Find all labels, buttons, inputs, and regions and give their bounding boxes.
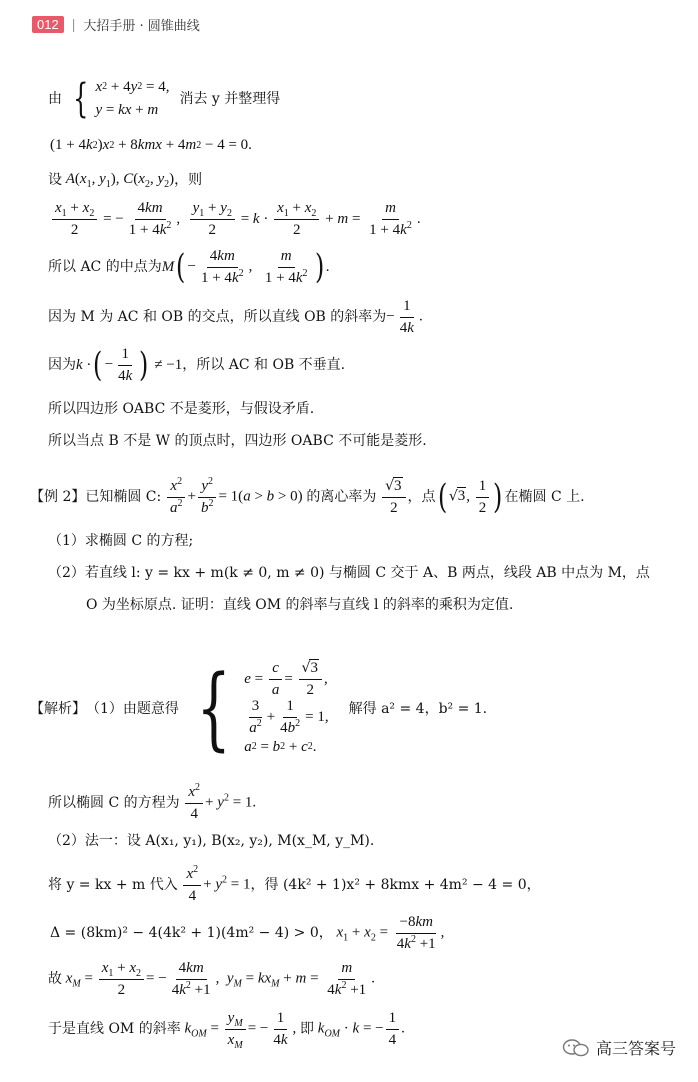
therefore-label: 故 [48,971,62,987]
book-title: 大招手册 · 圆锥曲线 [83,18,200,34]
namely-label: 即 [300,1021,315,1037]
ellipse-equation-line: 所以椭圆 C 的方程为 $\frac{x^2}{4}$ + $y^2 = 1$. [48,782,257,822]
then-label: ，则 [174,171,203,188]
question-1: （1）求椭圆 C 的方程; [48,533,194,549]
midpoint-prefix: 所以 AC 的中点为 [48,259,162,275]
slope-om-line: 于是直线 OM 的斜率 $k_{OM}$ = $\frac{y_M}{x_M}$ = − $\frac{1}{4k}$ , 即 $k_{OM} \cdot k$ = − $\frac{1}{4}$ . [48,1010,405,1051]
example-2-ecc: 的离心率为 [306,489,377,505]
quadratic-line: (1 + 4 k 2 ) x 2 + 8 kmx + 4 m 2 − 4 = 0. [50,137,252,153]
example-2-on: 在椭圆 C 上. [504,489,585,505]
midpoint-line: 所以 AC 的中点为 M ( − $\frac{4km}{1 + 4k^2}$ , $\frac{m}{1 + 4k^2}$ ) . [48,247,330,287]
delta-text: Δ = (8km)² − 4(4k² + 1)(4m² − 4) > 0， [50,925,333,941]
midpoint-coords-line: 故 $x_M$ = $\frac{x_1 + x_2}{2}$ = − $\frac{4km}{4k^2 +1}$ , $y_M = kx_M + m$ = $\frac{m}{4k^2 +1}$ . [48,960,375,998]
not-perp-text: ，所以 AC 和 OB 不垂直. [182,357,346,373]
because-m-text: 因为 M 为 AC 和 OB 的交点，所以直线 OB 的斜率为 [48,309,387,325]
solution-tag: 【解析】 [30,701,86,718]
substitute-prefix: 将 y = kx + m 代入 [48,877,178,893]
page-number: 012 [32,16,64,33]
slope-ob-line: 因为 M 为 AC 和 OB 的交点，所以直线 OB 的斜率为 − $\frac{1}{4k}$ . [48,298,423,336]
question-2-line-2: O 为坐标原点. 证明：直线 OM 的斜率与直线 l 的斜率的乘积为定值. [86,597,514,613]
watermark [562,1036,676,1059]
example-2-point: ，点 [407,489,436,505]
system-line [48,76,280,121]
header-divider: | [71,16,76,32]
solution-part-1: （1）由题意得 [86,701,179,718]
conclusion-line: 所以当点 B 不是 W 的顶点时，四边形 OABC 不可能是菱形. [48,433,427,449]
example-2-tag: 【例 2】 [30,489,86,505]
condition-system: { e = c a = √3 2 , 3 $a^2$ + 1 $4b^2$ = 1, a 2 = b 2 + c 2 . [196,656,329,762]
solution-part-1-line [30,656,488,762]
substitute-suffix: ，得 (4k² + 1)x² + 8kmx + 4m² − 4 = 0， [250,877,541,893]
not-rhombus-line: 所以四边形 OABC 不是菱形，与假设矛盾. [48,401,315,417]
wechat-icon [562,1038,590,1058]
equation-system: { x 2 + 4 y 2 = 4, y = kx + m [73,75,170,122]
method-1-line: （2）法一：设 A(x₁, y₁), B(x₂, y₂), M(x_M, y_M). [48,833,375,849]
by-label: 由 [48,90,62,107]
set-points-line: 设 $A(x_1$, $y_1$), $C(x_2$, $y_2$) ，则 [48,171,203,190]
page-header [32,12,200,36]
midpoint-formula-line: $x_1 + x_2$ 2 = − 4km $1 + 4k^2$ , $y_1 + y_2$ 2 = k · $x_1 + x_2$ 2 + m = m $1 + 4k^2$ . [50,200,421,238]
set-label: 设 [48,171,62,188]
question-2-line-1: （2）若直线 l: y = kx + m(k ≠ 0, m ≠ 0) 与椭圆 C 交于 A、B 两点，线段 AB 中点为 M，点 [48,565,650,581]
substitution-line: 将 y = kx + m 代入 $\frac{x^2}{4}$ + $y^2 = 1$ ，得 (4k² + 1)x² + 8kmx + 4m² − 4 = 0， [48,864,541,904]
eliminate-text: 消去 y 并整理得 [179,90,281,107]
watermark-text: 高三答案号 [595,1039,676,1058]
because-k-text: 因为 [48,357,76,373]
example-2-known: 已知椭圆 C: [85,489,162,505]
example-2-line: 【例 2】 已知椭圆 C: $\frac{x^2}{a^2}$ + $\frac{y^2}{b^2}$ = 1(a > b > 0) 的离心率为 $\frac{√3}{2}$ ，点 ( √3, $\frac{1}{2}$ ) 在椭圆 C 上. [30,476,585,517]
not-perpendicular-line: 因为 k · ( − $\frac{1}{4k}$ ) ≠ −1 ，所以 AC 和 OB 不垂直. [48,345,346,385]
solved-values: 解得 a² = 4，b² = 1. [348,701,488,718]
discriminant-line: Δ = (8km)² − 4(4k² + 1)(4m² − 4) > 0， $x_1 + x_2$ = $\frac{-8km}{4k^2 +1}$ , [50,914,445,952]
ellipse-eq-prefix: 所以椭圆 C 的方程为 [48,795,180,811]
slope-om-prefix: 于是直线 OM 的斜率 [48,1021,181,1037]
